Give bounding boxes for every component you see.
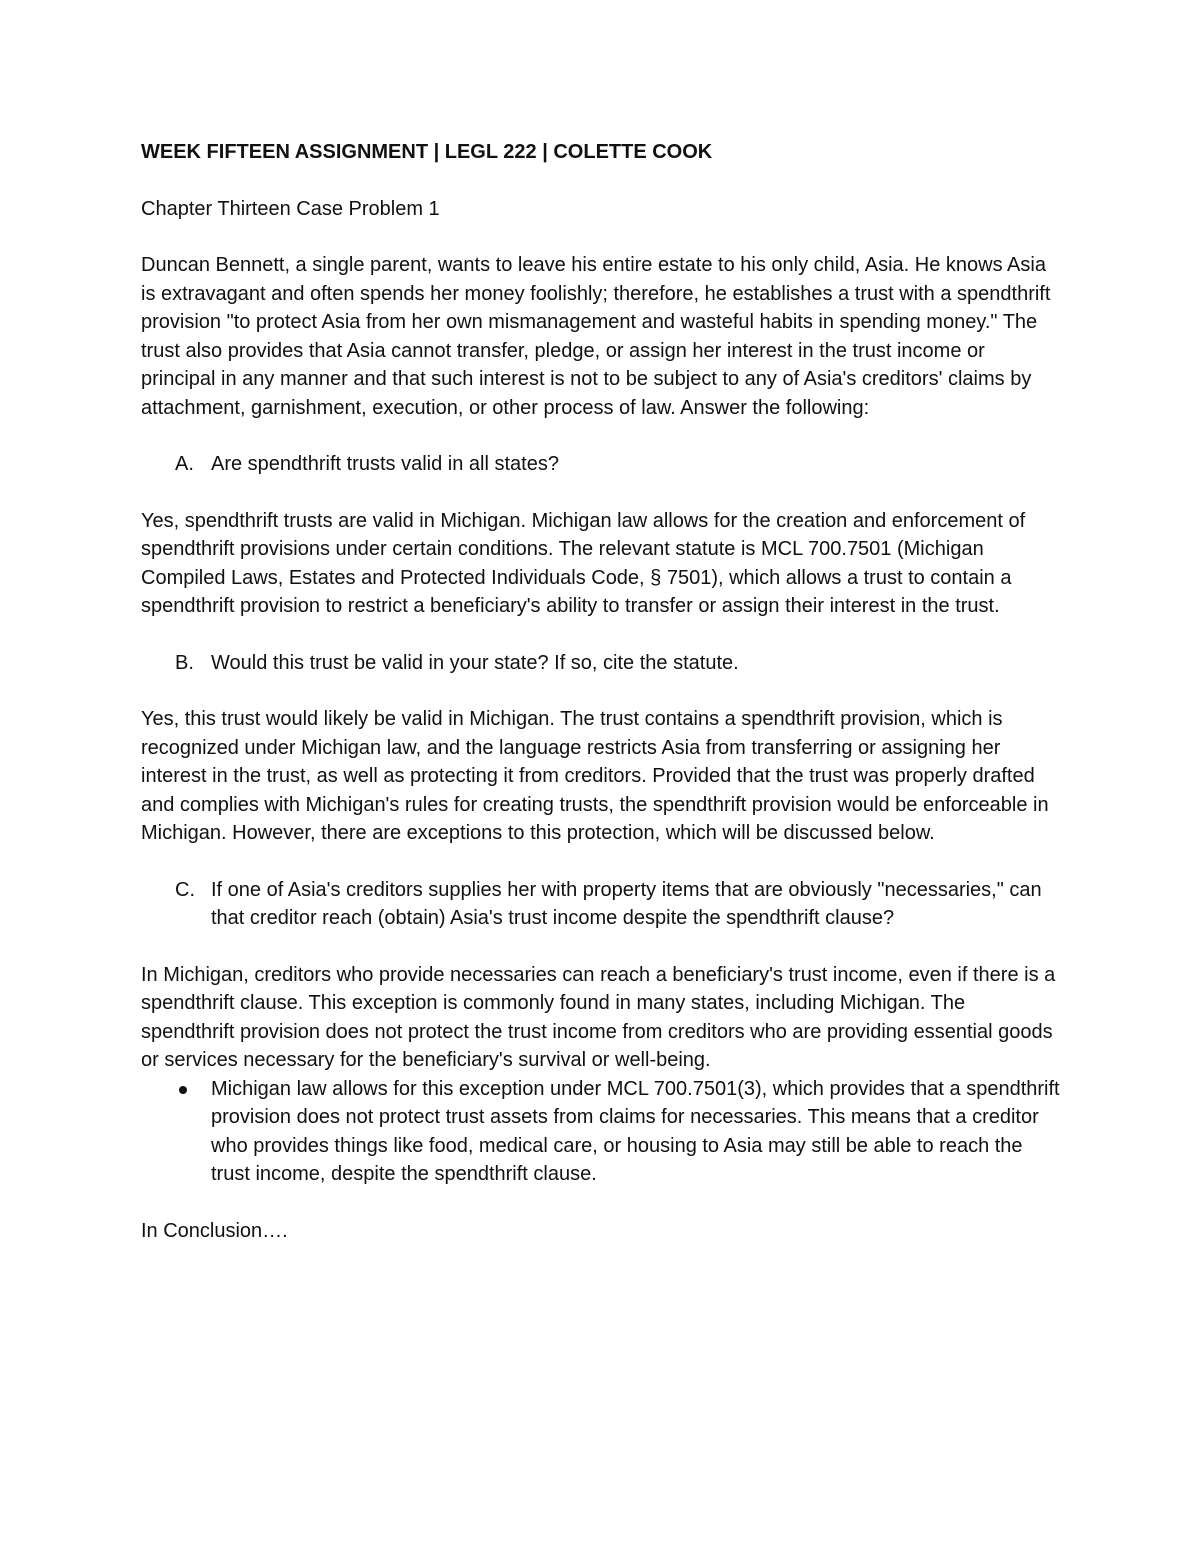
question-a-text: Are spendthrift trusts valid in all states?: [211, 453, 559, 475]
bullet-item-text: Michigan law allows for this exception under MCL 700.7501(3), which provides that a spendthrift provision does not protect trust assets from claims for necessaries. This means that a creditor who provides things like food, medical care, or housing to Asia may still be able to reach the trust income, despite the spendthrift clause.: [211, 1077, 1060, 1185]
question-a: [141, 450, 1061, 479]
conclusion-heading: In Conclusion….: [141, 1219, 288, 1242]
question-c-marker: C.: [175, 878, 195, 901]
bullet-icon: [141, 1075, 211, 1189]
case-problem-heading: Chapter Thirteen Case Problem 1: [141, 197, 440, 220]
document-body: [141, 138, 1061, 1245]
case-facts-paragraph: Duncan Bennett, a single parent, wants to leave his entire estate to his only child, Asia. He knows Asia is extravagant and often spends her money foolishly; therefore, he establishes a trust with a spendthrift provision "to protect Asia from her own mismanagement and wasteful habits in spending money." The trust also provides that Asia cannot transfer, pledge, or assign her interest in the trust income or principal in any manner and that such interest is not to be subject to any of Asia's creditors' claims by attachment, garnishment, execution, or other process of law. Answer the following:: [141, 254, 1051, 419]
bullet-item: [141, 1075, 1061, 1189]
question-b: [141, 649, 1061, 678]
question-a-marker: A.: [175, 453, 194, 475]
answer-a-paragraph: Yes, spendthrift trusts are valid in Michigan. Michigan law allows for the creation and enforcement of spendthrift provisions under certain conditions. The relevant statute is MCL 700.7501 (Michigan Compiled Laws, Estates and Protected Individuals Code, § 7501), which allows a trust to contain a spendthrift provision to restrict a beneficiary's ability to transfer or assign their interest in the trust.: [141, 509, 1026, 617]
question-b-text: Would this trust be valid in your state? If so, cite the statute.: [211, 651, 739, 674]
question-c-text: If one of Asia's creditors supplies her with property items that are obviously "necessaries," can that creditor reach (obtain) Asia's trust income despite the spendthrift clause?: [211, 878, 1042, 929]
question-c: [141, 876, 1061, 933]
document-title: WEEK FIFTEEN ASSIGNMENT | LEGL 222 | COLETTE COOK: [141, 141, 713, 163]
answer-b-paragraph: Yes, this trust would likely be valid in Michigan. The trust contains a spendthrift provision, which is recognized under Michigan law, and the language restricts Asia from transferring or assigning her interest in the trust, as well as protecting it from creditors. Provided that the trust was properly drafted and complies with Michigan's rules for creating trusts, the spendthrift provision would be enforceable in Michigan. However, there are exceptions to this protection, which will be discussed below.: [141, 708, 1049, 844]
answer-c-paragraph: In Michigan, creditors who provide necessaries can reach a beneficiary's trust income, even if there is a spendthrift clause. This exception is commonly found in many states, including Michigan. The spendthrift provision does not protect the trust income from creditors who are providing essential goods or services necessary for the beneficiary's survival or well-being.: [141, 963, 1056, 1071]
question-b-marker: B.: [175, 651, 194, 674]
